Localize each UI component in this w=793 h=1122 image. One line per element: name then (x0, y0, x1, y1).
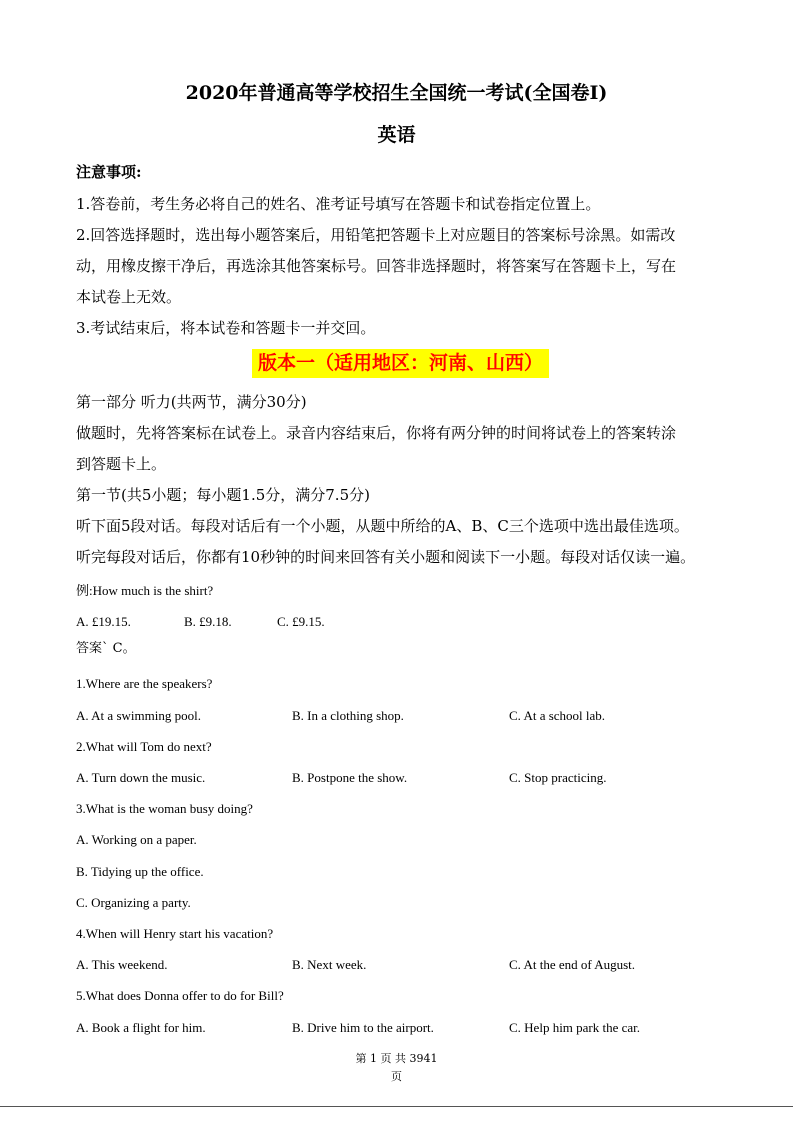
notes-line: 1.答卷前，考生务必将自己的姓名、准考证号填写在答题卡和试卷指定位置上。 (76, 195, 601, 213)
question-option-b: B. In a clothing shop. (292, 708, 404, 723)
notes-line: 本试卷上无效。 (76, 288, 182, 306)
question-option-c: C. Organizing a party. (76, 895, 191, 910)
example-option-b: B. £9.18. (184, 614, 232, 629)
question-option-c: C. Stop practicing. (509, 770, 607, 785)
question-stem: 4.When will Henry start his vacation? (76, 926, 274, 941)
question-stem: 1.Where are the speakers? (76, 676, 213, 691)
notes-heading: 注意事项: (76, 163, 142, 181)
question-option-a: A. Turn down the music. (76, 770, 206, 785)
part1-intro-line: 到答题卡上。 (76, 455, 167, 473)
notes-line: 动，用橡皮擦干净后，再选涂其他答案标号。回答非选择题时，将答案写在答题卡上，写在 (76, 257, 677, 275)
question-option-c: C. At the end of August. (509, 957, 636, 972)
question-option-c: C. At a school lab. (509, 708, 606, 723)
question-option-a: A. At a swimming pool. (76, 708, 201, 723)
question-option-a: A. Working on a paper. (76, 832, 197, 847)
question-option-c: C. Help him park the car. (509, 1020, 641, 1035)
question-option-b: B. Tidying up the office. (76, 864, 204, 879)
example-question: 例:How much is the shirt? (76, 583, 214, 598)
question-option-a: A. Book a flight for him. (76, 1020, 206, 1035)
section1-line: 听下面5段对话。每段对话后有一个小题，从题中所给的A、B、C三个选项中选出最佳选项。 (76, 517, 689, 535)
example-option-c: C. £9.15. (277, 614, 325, 629)
section1-heading: 第一节(共5小题；每小题1.5分，满分7.5分) (76, 486, 370, 504)
question-option-b: B. Postpone the show. (292, 770, 408, 785)
question-stem: 2.What will Tom do next? (76, 739, 212, 754)
question-option-a: A. This weekend. (76, 957, 168, 972)
notes-line: 3.考试结束后，将本试卷和答题卡一并交回。 (76, 319, 376, 337)
example-answer: 答案ˋ C。 (76, 641, 136, 656)
page-bottom-divider (0, 1106, 793, 1107)
question-option-b: B. Next week. (292, 957, 367, 972)
part1-heading: 第一部分 听力(共两节，满分30分) (76, 393, 307, 411)
notes-line: 2.回答选择题时，选出每小题答案后，用铅笔把答题卡上对应题目的答案标号涂黑。如需改 (76, 226, 676, 244)
question-stem: 5.What does Donna offer to do for Bill? (76, 988, 284, 1003)
page-number-line1: 第 1 页 共 3941 (355, 1052, 438, 1065)
page-number-line2: 页 (391, 1070, 402, 1083)
example-option-a: A. £19.15. (76, 614, 131, 629)
part1-intro-line: 做题时，先将答案标在试卷上。录音内容结束后，你将有两分钟的时间将试卷上的答案转涂 (76, 424, 677, 442)
question-option-b: B. Drive him to the airport. (292, 1020, 434, 1035)
exam-title: 2020年普通高等学校招生全国统一考试(全国卷Ⅰ) (185, 82, 608, 104)
exam-subject: 英语 (377, 124, 416, 146)
section1-line: 听完每段对话后，你都有10秒钟的时间来回答有关小题和阅读下一小题。每段对话仅读一遍。 (76, 548, 696, 566)
version-banner: 版本一（适用地区：河南、山西） (252, 349, 549, 378)
question-stem: 3.What is the woman busy doing? (76, 801, 253, 816)
